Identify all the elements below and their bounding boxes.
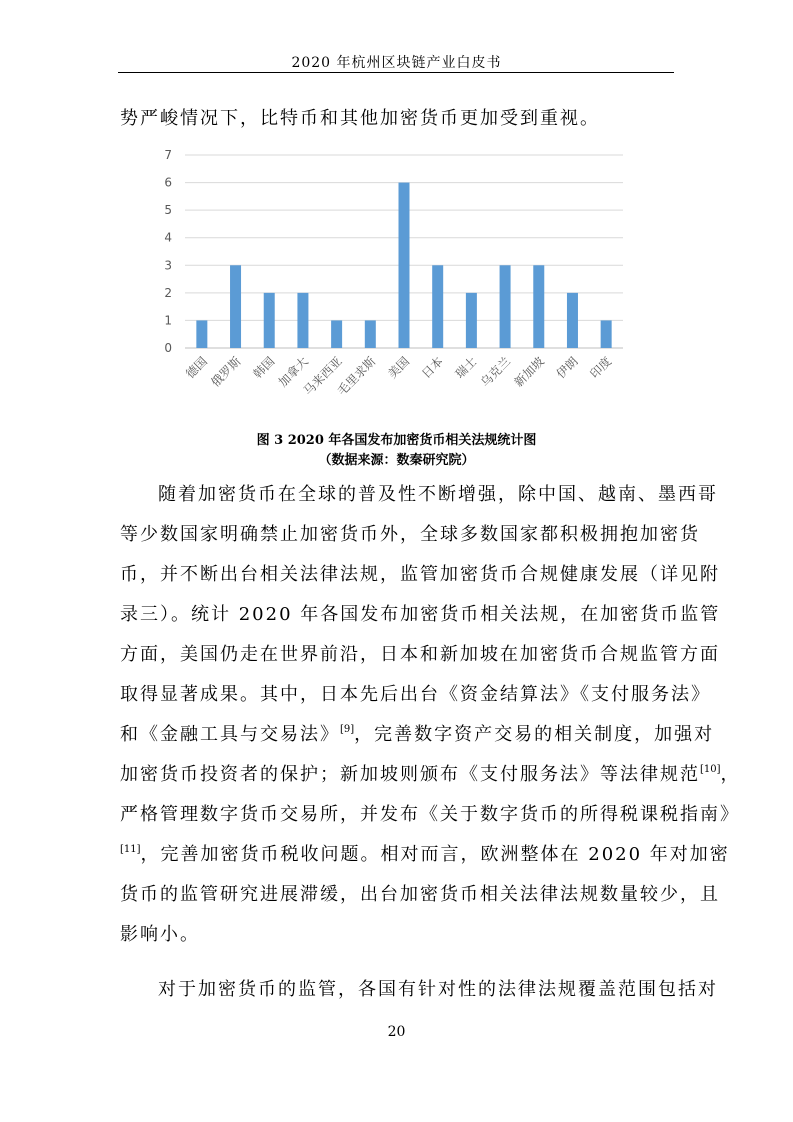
paragraph-line [120, 835, 730, 875]
chart-bar [533, 265, 544, 348]
x-tick-label: 美国 [385, 354, 413, 382]
chart-bar [331, 320, 342, 348]
line-text: 加密货币投资者的保护；新加坡则颁布《支付服务法》等法律规范 [120, 764, 700, 785]
line-text: ， [720, 764, 741, 785]
reference-11: [11] [120, 844, 141, 855]
x-tick-label: 加拿大 [275, 354, 312, 390]
chart-bar [230, 265, 241, 348]
chart-bar [432, 265, 443, 348]
line-text: ，完善加密货币税收问题。相对而言，欧洲整体在 2020 年对加密 [140, 844, 730, 865]
y-tick-label: 4 [164, 230, 172, 245]
reference-10: [10] [700, 764, 721, 775]
x-tick-label: 瑞士 [452, 354, 480, 382]
header-rule [118, 72, 674, 73]
paragraph-line: 等少数国家明确禁止加密货币外，全球多数国家都积极拥抱加密货 [120, 524, 700, 545]
x-tick-label: 俄罗斯 [208, 354, 244, 390]
page-number: 20 [387, 1024, 406, 1040]
paragraph-line: 币，并不断出台相关法律法规，监管加密货币合规健康发展（详见附 [120, 564, 720, 585]
y-tick-label: 0 [164, 341, 172, 355]
line-text: ，完善数字资产交易的相关制度，加强对 [354, 724, 715, 745]
paragraph-line: 取得显著成果。其中，日本先后出台《资金结算法》《支付服务法》 [120, 684, 711, 705]
chart-bar [264, 293, 275, 348]
regulations-bar-chart [150, 140, 630, 425]
paragraph-1 [120, 475, 741, 955]
paragraph-line: 货币的监管研究进展滞缓，出台加密货币相关法律法规数量较少，且 [120, 884, 720, 905]
paragraph-line [120, 755, 741, 795]
paragraph-line: 对于加密货币的监管，各国有针对性的法律法规覆盖范围包括对 [158, 979, 718, 1000]
chart-bar [365, 320, 376, 348]
chart-bar [399, 183, 410, 348]
figure-source: （数据来源：数秦研究院） [318, 453, 475, 468]
x-tick-label: 马来西亚 [300, 354, 345, 399]
y-tick-label: 2 [164, 285, 172, 300]
y-tick-label: 5 [164, 203, 172, 218]
x-tick-label: 新加坡 [511, 354, 547, 390]
paragraph-line: 方面，美国仍走在世界前沿，日本和新加坡在加密货币合规监管方面 [120, 644, 720, 665]
chart-bar [297, 293, 308, 348]
x-tick-label: 伊朗 [553, 354, 581, 382]
figure-caption: 图 3 2020 年各国发布加密货币相关法规统计图 [256, 433, 537, 448]
paragraph-2 [120, 970, 718, 1010]
chart-bar [466, 293, 477, 348]
x-tick-label: 韩国 [250, 354, 278, 382]
paragraph-line: 严格管理数字货币交易所，并发布《关于数字货币的所得税课税指南》 [120, 804, 740, 825]
running-header: 2020 年杭州区块链产业白皮书 [291, 55, 502, 71]
x-tick-label: 乌克兰 [477, 354, 514, 390]
x-tick-label: 毛里求斯 [334, 354, 379, 399]
y-tick-label: 7 [164, 148, 172, 162]
chart-bar [567, 293, 578, 348]
reference-9: [9] [340, 724, 355, 735]
chart-bar [196, 320, 207, 348]
intro-line: 势严峻情况下，比特币和其他加密货币更加受到重视。 [120, 108, 600, 129]
paragraph-line: 影响小。 [120, 924, 200, 945]
x-tick-label: 印度 [587, 354, 615, 382]
y-tick-label: 3 [164, 258, 172, 273]
y-tick-label: 6 [164, 175, 172, 190]
paragraph-line: 录三）。统计 2020 年各国发布加密货币相关法规，在加密货币监管 [120, 604, 721, 625]
chart-bar [601, 320, 612, 348]
y-tick-label: 1 [164, 313, 172, 328]
line-text: 和《金融工具与交易法》 [120, 724, 340, 745]
x-tick-label: 日本 [418, 354, 446, 382]
chart-bar [500, 265, 511, 348]
chart-svg [150, 140, 630, 425]
paragraph-line: 随着加密货币在全球的普及性不断增强，除中国、越南、墨西哥 [158, 484, 718, 505]
paragraph-line [120, 715, 715, 755]
x-tick-label: 德国 [183, 354, 210, 382]
